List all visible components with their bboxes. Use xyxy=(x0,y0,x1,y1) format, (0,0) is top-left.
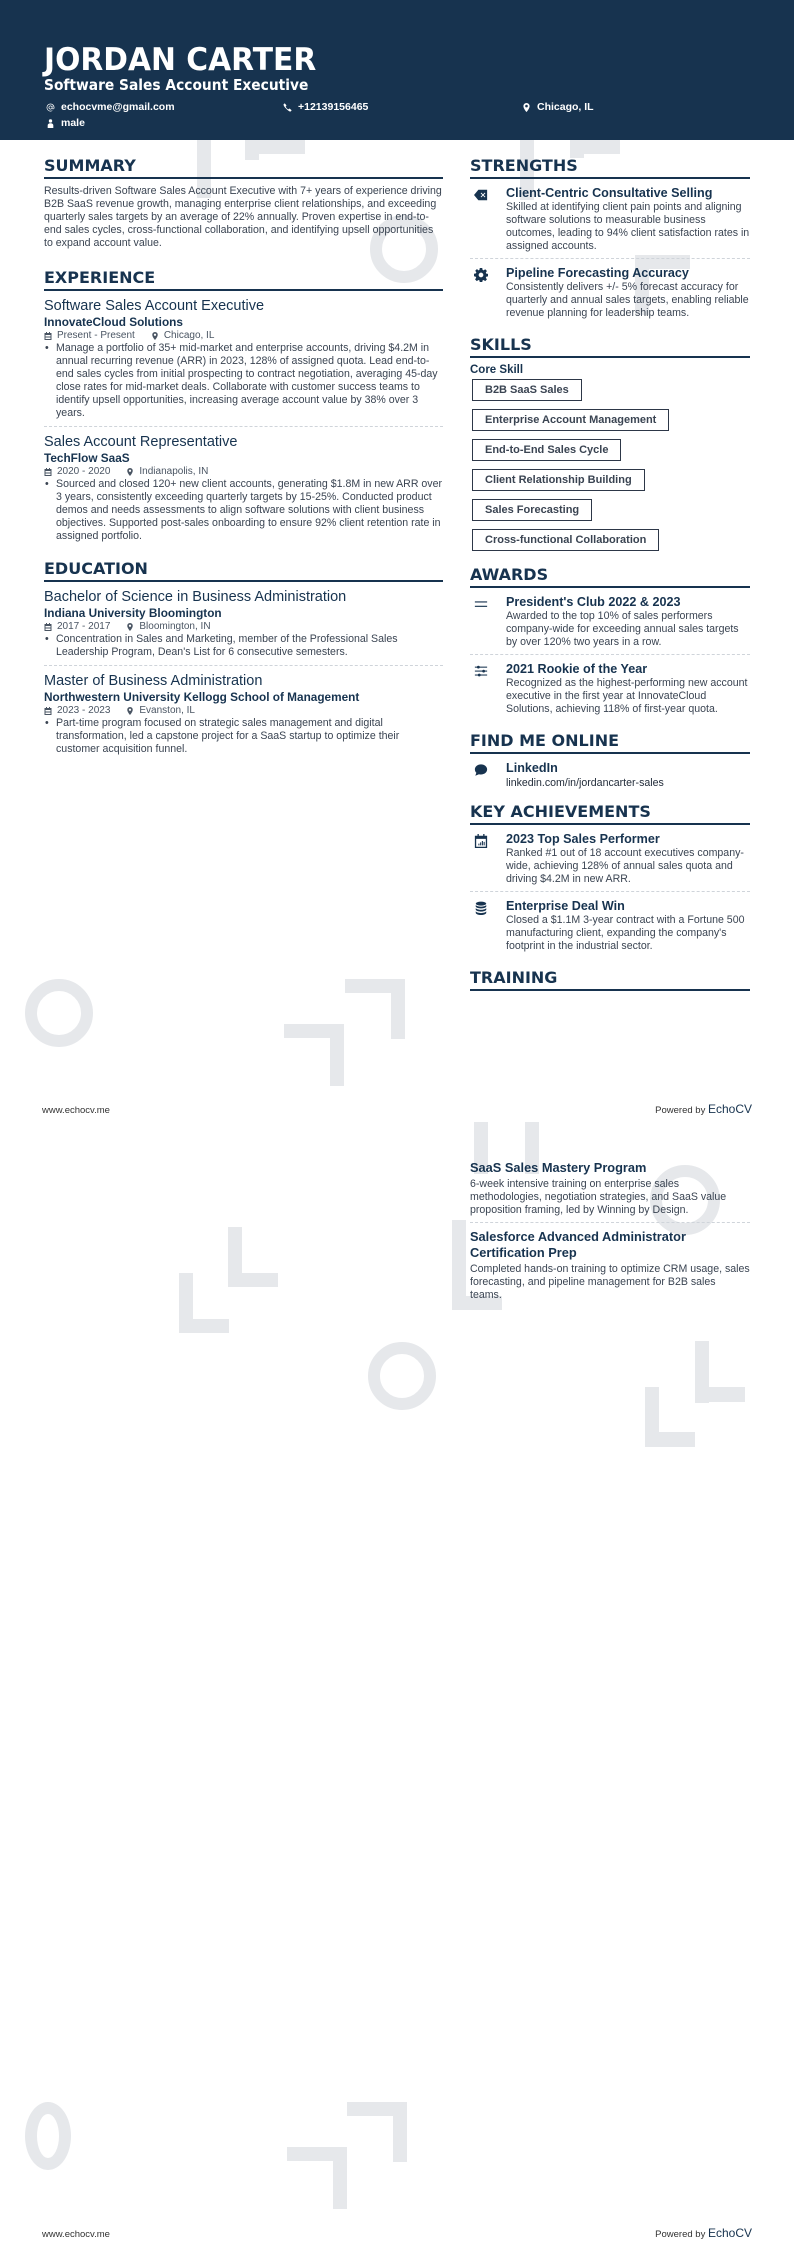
powered-brand: EchoCV xyxy=(707,2226,752,2240)
job-dates: 2020 - 2020 xyxy=(57,466,111,477)
contact-phone[interactable] xyxy=(283,101,368,113)
edu-degree: Bachelor of Science in Business Administration xyxy=(44,589,347,605)
map-pin-icon xyxy=(126,623,134,631)
footer-powered-by[interactable] xyxy=(655,1102,752,1116)
phone-icon xyxy=(283,103,292,112)
calendar-icon xyxy=(44,332,52,340)
footer-powered-by-page2[interactable] xyxy=(655,2226,752,2240)
online-item[interactable] xyxy=(470,760,750,796)
candidate-name: JORDAN CARTER xyxy=(44,42,317,78)
powered-brand: EchoCV xyxy=(707,1102,752,1116)
skill-tag: Enterprise Account Management xyxy=(472,409,669,431)
award-title: 2021 Rookie of the Year xyxy=(506,662,648,676)
skill-tag: Client Relationship Building xyxy=(472,469,645,491)
job-bullet: • Manage a portfolio of 35+ mid-market and enterprise accounts, driving $4.2M in annual recurring revenue (ARR) in 2023, 128% of assigned quota. Lead end-to-end sales cycles from initial prospecting to contract negotiation, averaging 45-day close rates for mid-market deals. Collaborate with customer success teams to identify upsell opportunities, increasing average account value by 38% over 3 years. xyxy=(44,342,443,420)
gear-icon xyxy=(474,268,488,282)
edu-degree: Master of Business Administration xyxy=(44,673,263,689)
training-section xyxy=(470,1160,750,1313)
achievement-title: Enterprise Deal Win xyxy=(506,899,625,913)
strength-text: Skilled at identifying client pain points and aligning software solutions to measurable business outcomes, leading to 94% client satisfaction rates in assigned accounts. xyxy=(506,201,750,252)
calendar-icon xyxy=(44,468,52,476)
award-item xyxy=(470,661,750,721)
section-title-awards: AWARDS xyxy=(470,565,750,588)
contact-gender-text: male xyxy=(61,117,85,129)
section-title-training: TRAINING xyxy=(470,968,750,991)
edu-dates: 2023 - 2023 xyxy=(57,705,111,716)
strength-item xyxy=(470,265,750,325)
contact-location xyxy=(522,101,594,113)
edu-meta xyxy=(44,705,443,717)
achievement-title: 2023 Top Sales Performer xyxy=(506,832,660,846)
training-text: 6-week intensive training on enterprise sales methodologies, negotiation strategies, and SaaS value proposition framing, led by Winning by Design. xyxy=(470,1178,727,1216)
decor-shape xyxy=(333,2147,347,2209)
calendar-icon xyxy=(44,623,52,631)
job-location: Chicago, IL xyxy=(163,330,215,341)
section-title-skills: SKILLS xyxy=(470,335,750,358)
chat-bubble-icon xyxy=(474,763,488,777)
awards-section xyxy=(470,565,750,721)
footer-website-page2[interactable]: www.echocv.me xyxy=(42,2229,110,2240)
map-pin-icon xyxy=(126,707,134,715)
decor-shape xyxy=(393,2102,407,2162)
strength-item xyxy=(470,185,750,259)
map-pin-icon xyxy=(126,468,134,476)
edu-school: Northwestern University Kellogg School of Management xyxy=(44,690,360,704)
map-pin-icon xyxy=(522,103,531,112)
experience-section xyxy=(44,268,443,549)
job-bullet: • Sourced and closed 120+ new client accounts, generating $1.8M in new ARR over 3 years, consistently exceeding quarterly targets by 15-25%. Conducted product demos and needs assessments to align software solutions with client business objectives. Supported post-sales onboarding to ensure 92% client retention rate in assigned portfolio. xyxy=(44,478,443,543)
decor-ring xyxy=(25,979,93,1047)
education-entry xyxy=(44,588,443,666)
at-icon xyxy=(46,103,55,112)
skill-tags xyxy=(470,379,750,559)
skills-subtitle: Core Skill xyxy=(470,364,524,376)
footer-website[interactable]: www.echocv.me xyxy=(42,1105,110,1116)
left-column xyxy=(44,156,443,768)
right-column xyxy=(470,156,750,997)
training-item xyxy=(470,1229,750,1307)
section-title-education: EDUCATION xyxy=(44,559,443,582)
summary-text: Results-driven Software Sales Account Executive with 7+ years of experience driving B2B SaaS revenue growth, managing enterprise client relationships, and exceeding quarterly sales targets by an average of 22% annually. Proven expertise in end-to-end sales cycles, cross-functional collaboration, and identifying upsell opportunities to expand account value. xyxy=(44,185,442,249)
sliders-icon xyxy=(474,664,488,678)
decor-shape xyxy=(391,979,405,1039)
backspace-icon xyxy=(474,188,488,202)
skill-tag: End-to-End Sales Cycle xyxy=(472,439,621,461)
job-role: Software Sales Account Executive xyxy=(44,298,265,314)
calendar-chart-icon xyxy=(474,834,488,848)
skill-tag: B2B SaaS Sales xyxy=(472,379,582,401)
achievement-text: Closed a $1.1M 3-year contract with a Fortune 500 manufacturing client, expanding the company's footprint in the industrial sector. xyxy=(506,914,745,952)
award-title: President's Club 2022 & 2023 xyxy=(506,595,681,609)
training-title: Salesforce Advanced Administrator Certification Prep xyxy=(470,1229,686,1260)
achievement-text: Ranked #1 out of 18 account executives company-wide, achieving 128% of annual sales quota and driving $4.2M in new ARR. xyxy=(506,847,744,885)
edu-meta xyxy=(44,621,443,633)
section-title-online: FIND ME ONLINE xyxy=(470,731,750,754)
equals-icon xyxy=(474,597,488,611)
powered-prefix: Powered by xyxy=(655,2229,708,2240)
award-text: Awarded to the top 10% of sales performers company-wide for exceeding annual sales targets by over 120% two years in a row. xyxy=(506,610,739,648)
decor-shape xyxy=(695,1387,745,1402)
achievement-item xyxy=(470,831,750,892)
decor-shape xyxy=(645,1432,695,1447)
skill-tag: Sales Forecasting xyxy=(472,499,592,521)
strength-title: Client-Centric Consultative Selling xyxy=(506,186,713,200)
linkedin-link[interactable]: linkedin.com/in/jordancarter-sales xyxy=(506,777,664,789)
training-item xyxy=(470,1160,750,1223)
contact-location-text: Chicago, IL xyxy=(537,101,594,113)
section-title-strengths: STRENGTHS xyxy=(470,156,750,179)
edu-bullet: • Concentration in Sales and Marketing, member of the Professional Sales Leadership Program, Dean's List for 6 consecutive semesters. xyxy=(44,633,443,659)
skills-section xyxy=(470,335,750,559)
training-text: Completed hands-on training to optimize CRM usage, sales forecasting, and pipeline management for B2B sales teams. xyxy=(470,1263,750,1301)
summary-section xyxy=(44,156,443,250)
skill-tag: Cross-functional Collaboration xyxy=(472,529,659,551)
powered-prefix: Powered by xyxy=(655,1105,708,1116)
contact-phone-text: +12139156465 xyxy=(298,101,369,113)
edu-location: Evanston, IL xyxy=(139,705,195,716)
contact-gender xyxy=(46,117,85,129)
strength-title: Pipeline Forecasting Accuracy xyxy=(506,266,689,280)
achievements-section xyxy=(470,802,750,958)
decor-ring xyxy=(368,1342,436,1410)
online-title: LinkedIn xyxy=(506,761,558,775)
job-company: TechFlow SaaS xyxy=(44,451,130,465)
education-entry xyxy=(44,672,443,762)
map-pin-icon xyxy=(151,332,159,340)
edu-dates: 2017 - 2017 xyxy=(57,621,111,632)
job-role: Sales Account Representative xyxy=(44,434,238,450)
award-text: Recognized as the highest-performing new account executive in the first year at InnovateCloud Solutions, achieving 118% of first-year quota. xyxy=(506,677,748,715)
decor-shape xyxy=(228,1273,278,1287)
decor-shape xyxy=(330,1024,344,1086)
achievement-item xyxy=(470,898,750,958)
experience-entry xyxy=(44,433,443,549)
contact-email[interactable] xyxy=(46,101,175,113)
education-section xyxy=(44,559,443,762)
strengths-section xyxy=(470,156,750,325)
award-item xyxy=(470,594,750,655)
edu-school: Indiana University Bloomington xyxy=(44,606,222,620)
edu-bullet: • Part-time program focused on strategic sales management and digital transformation, led a capstone project for a SaaS startup to optimize their customer acquisition funnel. xyxy=(44,717,443,756)
online-section xyxy=(470,731,750,796)
section-title-achievements: KEY ACHIEVEMENTS xyxy=(470,802,750,825)
resume-header xyxy=(0,0,794,140)
decor-shape xyxy=(179,1319,229,1333)
section-title-experience: EXPERIENCE xyxy=(44,268,443,291)
job-meta xyxy=(44,466,443,478)
job-meta xyxy=(44,330,443,342)
training-title: SaaS Sales Mastery Program xyxy=(470,1160,647,1175)
job-location: Indianapolis, IN xyxy=(139,466,209,477)
strength-text: Consistently delivers +/- 5% forecast accuracy for quarterly and annual sales targets, enabling reliable revenue planning for leadership teams. xyxy=(506,281,749,319)
contact-email-text: echocvme@gmail.com xyxy=(61,101,175,113)
decor-ring xyxy=(25,2102,71,2170)
calendar-icon xyxy=(44,707,52,715)
candidate-title: Software Sales Account Executive xyxy=(44,76,309,94)
training-section-header xyxy=(470,968,750,991)
experience-entry xyxy=(44,297,443,427)
coins-stack-icon xyxy=(474,901,488,915)
section-title-summary: SUMMARY xyxy=(44,156,443,179)
job-company: InnovateCloud Solutions xyxy=(44,315,183,329)
person-icon xyxy=(46,119,55,128)
edu-location: Bloomington, IN xyxy=(139,621,211,632)
job-dates: Present - Present xyxy=(57,330,135,341)
decor-shape xyxy=(570,140,620,154)
